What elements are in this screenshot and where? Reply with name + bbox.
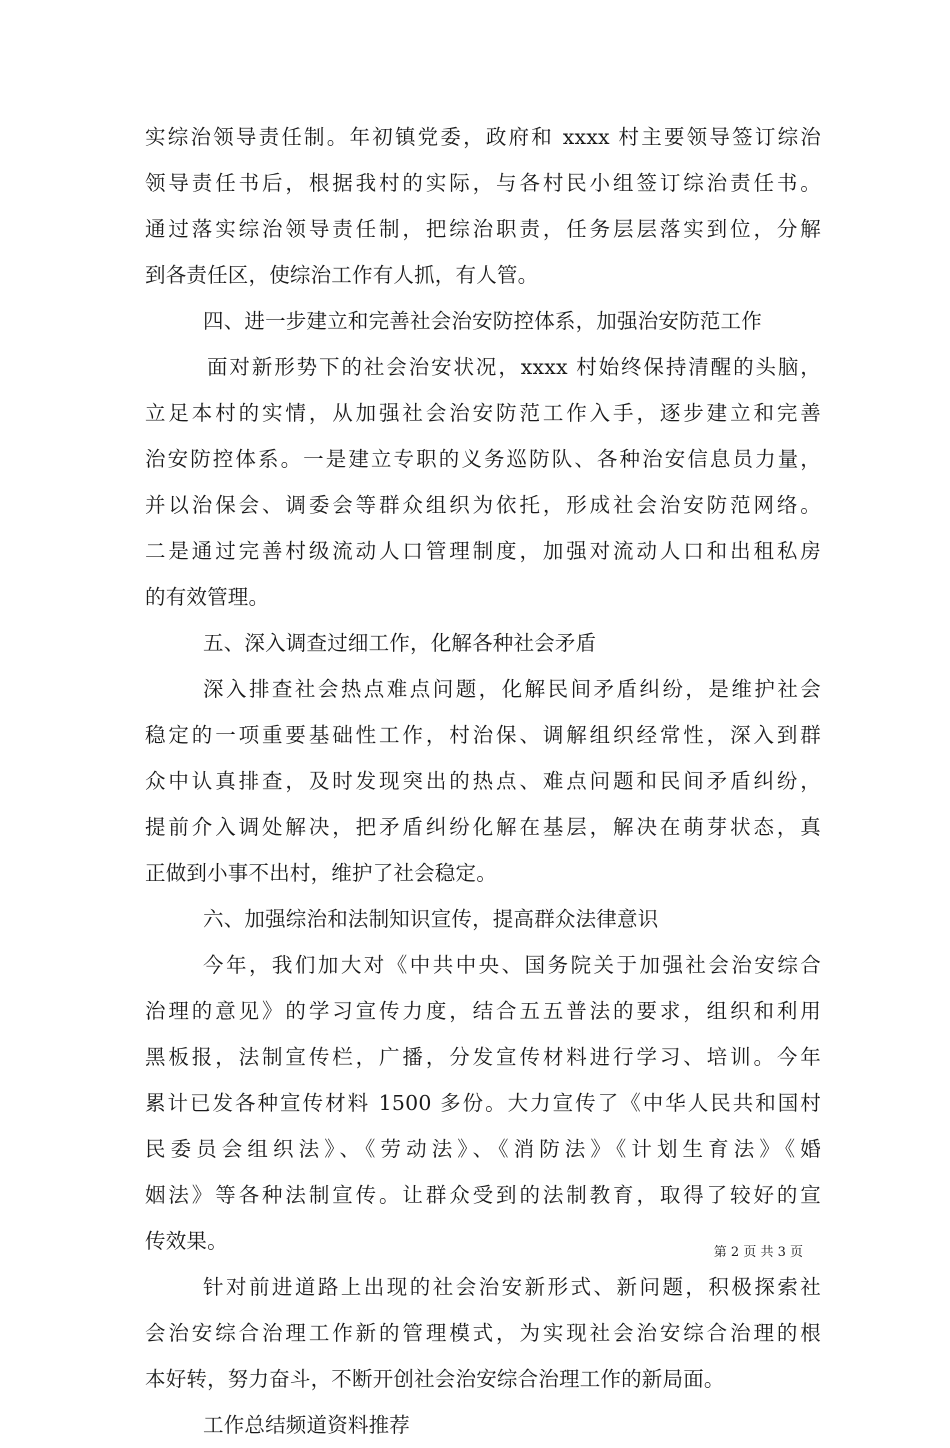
paragraph-line: 深入排查社会热点难点问题，化解民间矛盾纠纷，是维护社会 <box>203 677 821 701</box>
paragraph-line: 治安防控体系。一是建立专职的义务巡防队、各种治安信息员力量， <box>145 447 821 471</box>
paragraph-line: 立足本村的实情，从加强社会治安防范工作入手，逐步建立和完善 <box>145 401 821 425</box>
paragraph-line: 的有效管理。 <box>145 585 270 609</box>
paragraph-line: 到各责任区，使综治工作有人抓，有人管。 <box>145 263 539 287</box>
paragraph-line: 二是通过完善村级流动人口管理制度，加强对流动人口和出租私房 <box>145 539 821 563</box>
paragraph-line: 实综治领导责任制。年初镇党委，政府和 xxxx 村主要领导签订综治 <box>145 125 821 149</box>
paragraph-line: 黑板报，法制宣传栏，广播，分发宣传材料进行学习、培训。今年 <box>145 1045 821 1069</box>
section-heading-line: 工作总结频道资料推荐 <box>203 1413 410 1437</box>
paragraph-line: 提前介入调处解决，把矛盾纠纷化解在基层，解决在萌芽状态，真 <box>145 815 821 839</box>
paragraph-line: 会治安综合治理工作新的管理模式，为实现社会治安综合治理的根 <box>145 1321 821 1345</box>
paragraph-line: 累计已发各种宣传材料 1500 多份。大力宣传了《中华人民共和国村 <box>145 1091 821 1115</box>
section-heading-line: 五、深入调查过细工作，化解各种社会矛盾 <box>203 631 597 655</box>
paragraph-line: 众中认真排查，及时发现突出的热点、难点问题和民间矛盾纠纷， <box>145 769 821 793</box>
paragraph-line: 并以治保会、调委会等群众组织为依托，形成社会治安防范网络。 <box>145 493 821 517</box>
page-number: 第 2 页 共 3 页 <box>713 1245 803 1260</box>
paragraph-line: 今年，我们加大对《中共中央、国务院关于加强社会治安综合 <box>203 953 821 977</box>
paragraph-line: 通过落实综治领导责任制，把综治职责，任务层层落实到位，分解 <box>145 217 821 241</box>
paragraph-line: 传效果。 <box>145 1229 228 1253</box>
paragraph-line: 面对新形势下的社会治安状况，xxxx 村始终保持清醒的头脑， <box>207 355 821 379</box>
paragraph-line: 正做到小事不出村，维护了社会稳定。 <box>145 861 497 885</box>
paragraph-line: 民委员会组织法》、《劳动法》、《消防法》《计划生育法》《婚 <box>145 1137 821 1161</box>
paragraph-line: 本好转，努力奋斗，不断开创社会治安综合治理工作的新局面。 <box>145 1367 725 1391</box>
section-heading-line: 四、进一步建立和完善社会治安防控体系，加强治安防范工作 <box>203 309 762 333</box>
section-heading-line: 六、加强综治和法制知识宣传，提高群众法律意识 <box>203 907 659 931</box>
paragraph-line: 针对前进道路上出现的社会治安新形式、新问题，积极探索社 <box>203 1275 821 1299</box>
paragraph-line: 姻法》等各种法制宣传。让群众受到的法制教育，取得了较好的宣 <box>145 1183 821 1207</box>
paragraph-line: 治理的意见》的学习宣传力度，结合五五普法的要求，组织和利用 <box>145 999 821 1023</box>
paragraph-line: 稳定的一项重要基础性工作，村治保、调解组织经常性，深入到群 <box>145 723 821 747</box>
paragraph-line: 领导责任书后，根据我村的实际，与各村民小组签订综治责任书。 <box>145 171 821 195</box>
